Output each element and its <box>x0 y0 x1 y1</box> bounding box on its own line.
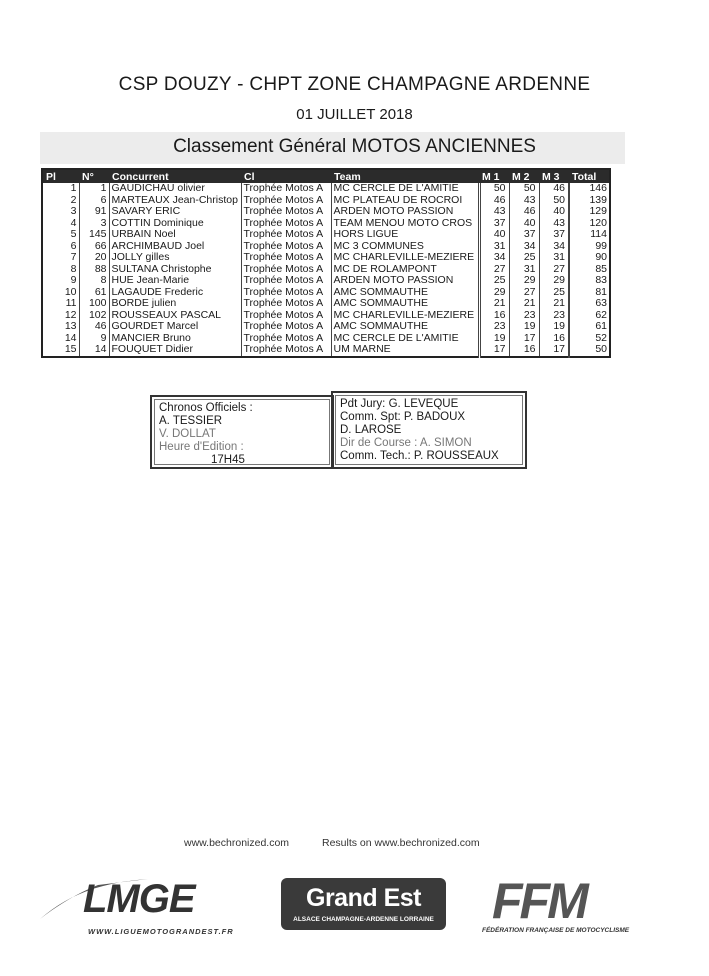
row-m2: 21 <box>509 298 539 310</box>
grandest-subtitle: ALSACE CHAMPAGNE-ARDENNE LORRAINE <box>293 916 434 923</box>
row-place: 9 <box>70 275 77 286</box>
row-m1: 25 <box>479 275 509 287</box>
row-concurrent: URBAIN Noel <box>109 229 241 241</box>
row-m2: 17 <box>509 333 539 345</box>
row-m3: 23 <box>539 310 569 322</box>
ffm-subtitle: FÉDÉRATION FRANÇAISE DE MOTOCYCLISME <box>482 927 630 934</box>
chronos-box <box>150 395 334 469</box>
row-number: 8 <box>79 275 109 287</box>
row-total: 90 <box>569 252 610 264</box>
row-m1: 19 <box>479 333 509 345</box>
row-m1: 37 <box>479 218 509 230</box>
jury-box <box>331 391 527 469</box>
results-body <box>42 183 610 357</box>
row-number: 9 <box>79 333 109 345</box>
row-number: 1 <box>79 183 109 195</box>
footer-site-link[interactable]: www.bechronized.com <box>184 837 290 849</box>
row-total: 50 <box>569 344 610 357</box>
dir-course: Dir de Course : A. SIMON <box>340 437 472 449</box>
table-row <box>42 321 610 333</box>
table-row <box>42 229 610 241</box>
lmge-url: WWW.LIGUEMOTOGRANDEST.FR <box>88 927 234 936</box>
row-m1: 27 <box>479 264 509 276</box>
row-class: Trophée Motos A <box>241 229 331 241</box>
table-row <box>42 241 610 253</box>
table-row <box>42 252 610 264</box>
official-name: D. LAROSE <box>340 424 402 436</box>
row-place: 2 <box>70 194 77 206</box>
row-m2: 46 <box>509 206 539 218</box>
grandest-logo <box>281 878 446 930</box>
comm-tech: Comm. Tech.: P. ROUSSEAUX <box>340 450 499 462</box>
row-concurrent: JOLLY gilles <box>109 252 241 264</box>
row-number: 3 <box>79 218 109 230</box>
row-team: AMC SOMMAUTHE <box>331 321 479 333</box>
row-m2: 43 <box>509 195 539 207</box>
row-m2: 23 <box>509 310 539 322</box>
row-number: 102 <box>79 310 109 322</box>
row-m3: 43 <box>539 218 569 230</box>
row-team: MC CERCLE DE L'AMITIE <box>331 333 479 345</box>
row-class: Trophée Motos A <box>241 344 331 357</box>
row-class: Trophée Motos A <box>241 241 331 253</box>
row-concurrent: BORDE julien <box>109 298 241 310</box>
row-total: 61 <box>569 321 610 333</box>
row-place: 3 <box>70 206 77 217</box>
row-number: 20 <box>79 252 109 264</box>
col-pl: Pl <box>42 169 79 183</box>
row-m3: 40 <box>539 206 569 218</box>
row-concurrent: GOURDET Marcel <box>109 321 241 333</box>
row-concurrent: SAVARY ERIC <box>109 206 241 218</box>
row-team: ARDEN MOTO PASSION <box>331 275 479 287</box>
row-class: Trophée Motos A <box>241 264 331 276</box>
row-total: 129 <box>569 206 610 218</box>
row-m3: 19 <box>539 321 569 333</box>
row-concurrent: LAGAUDE Frederic <box>109 287 241 299</box>
row-class: Trophée Motos A <box>241 333 331 345</box>
row-number: 46 <box>79 321 109 333</box>
row-team: ARDEN MOTO PASSION <box>331 206 479 218</box>
row-concurrent: HUE Jean-Marie <box>109 275 241 287</box>
row-team: MC CERCLE DE L'AMITIE <box>331 183 479 195</box>
row-team: MC 3 COMMUNES <box>331 241 479 253</box>
row-m3: 25 <box>539 287 569 299</box>
row-class: Trophée Motos A <box>241 287 331 299</box>
row-m1: 34 <box>479 252 509 264</box>
row-class: Trophée Motos A <box>241 321 331 333</box>
col-cl: Cl <box>241 169 331 183</box>
row-m2: 19 <box>509 321 539 333</box>
row-m2: 25 <box>509 252 539 264</box>
row-m3: 21 <box>539 298 569 310</box>
col-n: N° <box>79 169 109 183</box>
col-team: Team <box>331 169 479 183</box>
row-total: 83 <box>569 275 610 287</box>
lmge-wordmark: LMGE <box>83 877 195 921</box>
row-m3: 29 <box>539 275 569 287</box>
row-concurrent: FOUQUET Didier <box>109 344 241 357</box>
table-row <box>42 275 610 287</box>
table-row <box>42 287 610 299</box>
col-m1: M 1 <box>479 169 509 183</box>
row-m1: 50 <box>479 183 509 195</box>
row-number: 61 <box>79 287 109 299</box>
chronos-label: Chronos Officiels : <box>159 402 253 414</box>
row-total: 120 <box>569 218 610 230</box>
row-m3: 27 <box>539 264 569 276</box>
row-number: 145 <box>79 229 109 241</box>
row-m3: 46 <box>539 183 569 195</box>
row-place: 11 <box>65 298 77 309</box>
table-row <box>42 206 610 218</box>
row-concurrent: SULTANA Christophe <box>109 264 241 276</box>
row-number: 100 <box>79 298 109 310</box>
row-concurrent: GAUDICHAU olivier <box>109 183 241 195</box>
row-m2: 34 <box>509 241 539 253</box>
row-m3: 34 <box>539 241 569 253</box>
row-class: Trophée Motos A <box>241 183 331 195</box>
row-m1: 46 <box>479 195 509 207</box>
footer-results-link[interactable]: Results on www.bechronized.com <box>322 837 480 849</box>
row-place: 14 <box>64 332 77 344</box>
page-title: CSP DOUZY - CHPT ZONE CHAMPAGNE ARDENNE <box>118 74 591 95</box>
row-total: 85 <box>569 264 610 276</box>
row-total: 146 <box>569 183 610 195</box>
row-m3: 31 <box>539 252 569 264</box>
row-place: 6 <box>70 240 77 252</box>
row-m3: 16 <box>539 333 569 345</box>
row-m2: 40 <box>509 218 539 230</box>
chronos-name-1: A. TESSIER <box>159 415 223 427</box>
row-total: 63 <box>569 298 610 310</box>
col-m3: M 3 <box>539 169 569 183</box>
row-m1: 21 <box>479 298 509 310</box>
results-table <box>41 168 611 358</box>
col-m2: M 2 <box>509 169 539 183</box>
row-class: Trophée Motos A <box>241 298 331 310</box>
row-team: TEAM MENOU MOTO CROS <box>331 218 479 230</box>
row-place: 4 <box>70 217 77 229</box>
row-class: Trophée Motos A <box>241 275 331 287</box>
chronos-name-2: V. DOLLAT <box>159 428 216 440</box>
row-class: Trophée Motos A <box>241 195 331 207</box>
row-m2: 37 <box>509 229 539 241</box>
row-m3: 50 <box>539 195 569 207</box>
row-m1: 31 <box>479 241 509 253</box>
row-total: 62 <box>569 310 610 322</box>
row-team: UM MARNE <box>331 344 479 357</box>
row-team: AMC SOMMAUTHE <box>331 298 479 310</box>
row-team: MC PLATEAU DE ROCROI <box>331 195 479 207</box>
row-total: 52 <box>569 333 610 345</box>
pdt-jury: Pdt Jury: G. LEVEQUE <box>340 398 459 410</box>
row-team: MC DE ROLAMPONT <box>331 264 479 276</box>
row-place: 7 <box>70 252 77 263</box>
row-m1: 17 <box>479 344 509 357</box>
row-team: MC CHARLEVILLE-MEZIERE <box>331 310 479 322</box>
table-row <box>42 333 610 345</box>
row-m1: 16 <box>479 310 509 322</box>
table-row <box>42 218 610 230</box>
row-concurrent: MANCIER Bruno <box>109 333 241 345</box>
row-m1: 23 <box>479 321 509 333</box>
row-place: 12 <box>64 309 77 321</box>
event-date: 01 JUILLET 2018 <box>296 106 413 123</box>
row-concurrent: ARCHIMBAUD Joel <box>109 241 241 253</box>
row-place: 10 <box>64 286 77 298</box>
row-number: 14 <box>79 344 109 357</box>
row-place: 15 <box>64 344 77 355</box>
table-row <box>42 264 610 276</box>
row-place: 13 <box>64 321 77 332</box>
grandest-wordmark: Grand Est <box>306 884 421 912</box>
row-m2: 31 <box>509 264 539 276</box>
table-row <box>42 344 610 357</box>
row-place: 1 <box>70 183 77 194</box>
row-team: AMC SOMMAUTHE <box>331 287 479 299</box>
row-place: 5 <box>70 229 77 240</box>
row-m2: 16 <box>509 344 539 357</box>
table-row <box>42 195 610 207</box>
row-team: MC CHARLEVILLE-MEZIERE <box>331 252 479 264</box>
table-header-row <box>42 169 610 183</box>
lmge-logo <box>38 875 238 937</box>
row-number: 66 <box>79 241 109 253</box>
row-place: 8 <box>70 263 77 275</box>
row-class: Trophée Motos A <box>241 206 331 218</box>
table-row <box>42 183 610 195</box>
row-m3: 17 <box>539 344 569 357</box>
table-row <box>42 310 610 322</box>
table-row <box>42 298 610 310</box>
edition-time: 17H45 <box>211 454 245 466</box>
row-team: HORS LIGUE <box>331 229 479 241</box>
row-m1: 29 <box>479 287 509 299</box>
col-total: Total <box>569 169 610 183</box>
row-m1: 43 <box>479 206 509 218</box>
row-number: 6 <box>79 195 109 207</box>
row-total: 99 <box>569 241 610 253</box>
classification-title: Classement Général MOTOS ANCIENNES <box>173 136 536 157</box>
col-concurrent: Concurrent <box>109 169 241 183</box>
row-m2: 50 <box>509 183 539 195</box>
edition-label: Heure d'Edition : <box>159 441 244 453</box>
comm-spt: Comm. Spt: P. BADOUX <box>340 411 466 423</box>
row-class: Trophée Motos A <box>241 218 331 230</box>
row-concurrent: MARTEAUX Jean-Christop <box>109 195 241 207</box>
row-m3: 37 <box>539 229 569 241</box>
row-number: 91 <box>79 206 109 218</box>
row-m2: 27 <box>509 287 539 299</box>
row-m2: 29 <box>509 275 539 287</box>
row-concurrent: COTTIN Dominique <box>109 218 241 230</box>
row-concurrent: ROUSSEAUX PASCAL <box>109 310 241 322</box>
ffm-logo <box>482 872 672 942</box>
row-number: 88 <box>79 264 109 276</box>
row-class: Trophée Motos A <box>241 252 331 264</box>
row-total: 139 <box>569 195 610 207</box>
row-m1: 40 <box>479 229 509 241</box>
row-class: Trophée Motos A <box>241 310 331 322</box>
ffm-wordmark: FFM <box>492 873 586 929</box>
row-total: 114 <box>569 229 610 241</box>
row-total: 81 <box>569 287 610 299</box>
